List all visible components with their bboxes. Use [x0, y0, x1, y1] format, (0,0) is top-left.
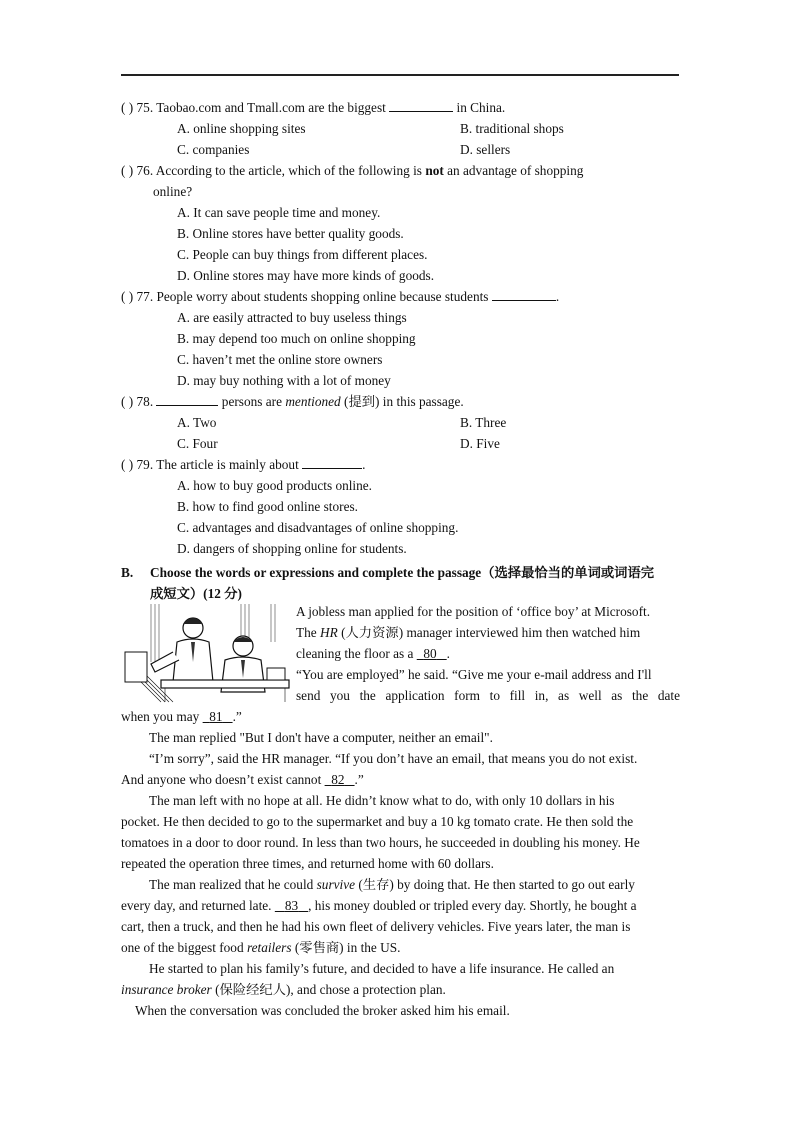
passage-text: The man realized that he could — [149, 877, 314, 892]
italic-word: insurance broker — [121, 982, 212, 997]
question-text: . — [362, 457, 366, 472]
option-a: A. Two — [177, 415, 217, 430]
option-b: B. Online stores have better quality goods. — [177, 226, 404, 241]
option-d: D. Five — [460, 436, 500, 451]
question-76-stem-cont: online? — [153, 184, 193, 199]
option-b: B. how to find good online stores. — [177, 499, 358, 514]
blank-82[interactable] — [325, 772, 355, 787]
option-c: C. companies — [177, 142, 250, 157]
passage-text: , his money doubled or tripled every day. Shortly, he bought a — [308, 898, 637, 913]
passage-text: cleaning the floor as a — [296, 646, 414, 661]
interview-cartoon-image — [121, 602, 291, 704]
question-number: 76. — [136, 163, 154, 178]
passage-text: .” — [354, 772, 364, 787]
question-text: in China. — [456, 100, 506, 115]
passage-p1-line2 — [296, 622, 680, 643]
question-text: The article is mainly about — [156, 457, 299, 472]
passage-p6-line2 — [121, 895, 680, 916]
option-d: D. Online stores may have more kinds of goods. — [177, 268, 435, 283]
passage-p4-line2 — [121, 769, 680, 790]
passage-text: . — [446, 646, 450, 661]
answer-blank[interactable] — [389, 100, 453, 112]
passage-text: .” — [232, 709, 242, 724]
option-d: D. dangers of shopping online for students. — [177, 541, 407, 556]
answer-paren[interactable]: ( ) — [121, 457, 134, 472]
passage-text: one of the biggest food — [121, 940, 244, 955]
italic-word: mentioned — [285, 394, 341, 409]
question-text: (提到) in this passage. — [344, 394, 464, 409]
passage-p5-line1: The man left with no hope at all. He didn’t know what to do, with only 10 dollars in his — [149, 793, 615, 808]
question-text: According to the article, which of the following is — [155, 163, 422, 178]
question-78-stem — [121, 394, 464, 410]
blank-number: 80 — [423, 646, 437, 661]
option-c: C. Four — [177, 436, 218, 451]
answer-paren[interactable]: ( ) — [121, 394, 134, 409]
option-c: C. advantages and disadvantages of online shopping. — [177, 520, 459, 535]
passage-p1-line3 — [296, 643, 680, 664]
option-a: A. how to buy good products online. — [177, 478, 373, 493]
passage-p5-line2: pocket. He then decided to go to the supermarket and buy a 10 kg tomato crate. He then sold the — [121, 814, 634, 829]
option-d: D. sellers — [460, 142, 511, 157]
emphasis-word: not — [425, 163, 444, 178]
question-79-stem — [121, 457, 365, 473]
question-76-stem — [121, 163, 583, 179]
blank-number: 83 — [284, 898, 299, 913]
question-number: 75. — [136, 100, 154, 115]
passage-p6-line3: cart, then a truck, and then he had his own fleet of delivery vehicles. Five years later, the man is — [121, 919, 631, 934]
answer-blank[interactable] — [492, 289, 556, 301]
passage-text: when you may — [121, 709, 200, 724]
passage-text: (生存) by doing that. He then started to go out early — [358, 877, 635, 892]
passage-p4-line1: “I’m sorry”, said the HR manager. “If you don’t have an email, that means you do not exist. — [149, 751, 638, 766]
answer-paren[interactable]: ( ) — [121, 289, 134, 304]
option-c: C. People can buy things from different places. — [177, 247, 428, 262]
blank-80[interactable] — [417, 646, 447, 661]
passage-text: (保险经纪人), and chose a protection plan. — [215, 982, 446, 997]
blank-81[interactable] — [203, 709, 233, 724]
answer-paren[interactable]: ( ) — [121, 163, 134, 178]
passage-p2-line1: “You are employed” he said. “Give me your e-mail address and I'll — [296, 667, 652, 682]
passage-p5-line3: tomatoes in a door to door round. In less than two hours, he succeeded in doubling his money. He — [121, 835, 640, 850]
question-text: an advantage of shopping — [447, 163, 584, 178]
option-a: A. online shopping sites — [177, 121, 306, 136]
passage-text: And anyone who doesn’t exist cannot — [121, 772, 322, 787]
italic-word: HR — [320, 625, 338, 640]
italic-word: retailers — [246, 940, 292, 955]
passage-text: (零售商) in the US. — [294, 940, 401, 955]
blank-83[interactable] — [275, 898, 308, 913]
passage-p2-line3 — [121, 706, 680, 727]
option-b: B. traditional shops — [460, 121, 564, 136]
option-b: B. may depend too much on online shopping — [177, 331, 416, 346]
question-number: 79. — [136, 457, 154, 472]
question-number: 77. — [136, 289, 154, 304]
italic-word: survive — [316, 877, 356, 892]
blank-number: 81 — [209, 709, 223, 724]
passage-p7-line2 — [121, 979, 680, 1000]
option-a: A. are easily attracted to buy useless things — [177, 310, 407, 325]
answer-paren[interactable]: ( ) — [121, 100, 134, 115]
passage-text: (人力资源) manager interviewed him then watched him — [341, 625, 641, 640]
question-text: Taobao.com and Tmall.com are the biggest — [156, 100, 386, 115]
passage-p6-line4 — [121, 937, 680, 958]
question-75-stem — [121, 100, 505, 116]
question-77-stem — [121, 289, 559, 305]
option-b: B. Three — [460, 415, 507, 430]
option-c: C. haven’t met the online store owners — [177, 352, 383, 367]
header-rule — [121, 74, 679, 76]
question-number: 78. — [136, 394, 154, 409]
passage-p7-line1: He started to plan his family’s future, and decided to have a life insurance. He called an — [149, 961, 615, 976]
passage-p2-line2: send you the application form to fill in, as well as the date — [296, 688, 680, 703]
option-d: D. may buy nothing with a lot of money — [177, 373, 391, 388]
passage-p5-line4: repeated the operation three times, and returned home with 60 dollars. — [121, 856, 494, 871]
answer-blank[interactable] — [302, 457, 362, 469]
answer-blank[interactable] — [156, 394, 218, 406]
question-text: People worry about students shopping online because students — [156, 289, 489, 304]
passage-p6-line1 — [149, 874, 680, 895]
section-b-title-line: 成短文）(12 分) — [150, 586, 242, 601]
blank-number: 82 — [331, 772, 345, 787]
passage-p1-line1: A jobless man applied for the position of ‘office boy’ at Microsoft. — [296, 604, 651, 619]
question-text: . — [555, 289, 560, 304]
section-b-title — [150, 562, 680, 604]
passage-p3: The man replied "But I don't have a computer, neither an email". — [149, 730, 493, 745]
passage-p8: When the conversation was concluded the broker asked him his email. — [135, 1003, 510, 1018]
section-b-title-line: Choose the words or expressions and complete the passage（选择最恰当的单词或词语完 — [150, 565, 655, 580]
question-text: persons are — [221, 394, 282, 409]
passage-text: every day, and returned late. — [121, 898, 272, 913]
section-b-label: B. — [121, 565, 134, 580]
option-a: A. It can save people time and money. — [177, 205, 381, 220]
passage-text: The — [296, 625, 317, 640]
